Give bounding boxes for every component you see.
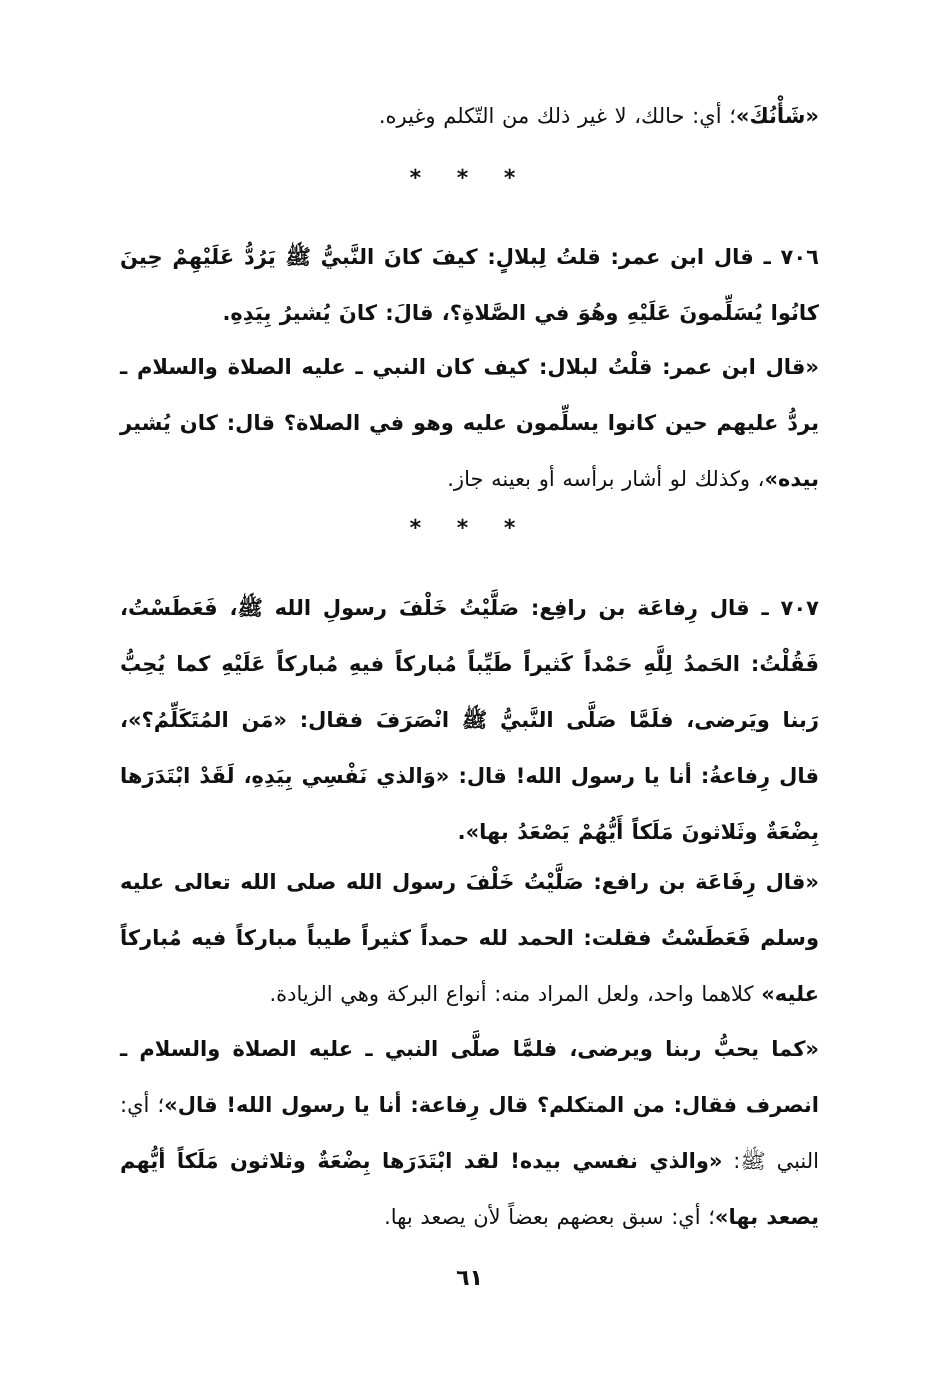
quoted-matn: «كما يحبُّ ربنا ويرضى، فلمَّا صلَّى النبي ـ عليه الصلاة والسلام ـ انصرف فقال: من المتكلم؟ قال رِفاعة: أنا يا رسول الله! قال» bbox=[120, 1037, 819, 1117]
hadith-text: ٧٠٦ ـ قال ابن عمر: قلتُ لِبلالٍ: كيفَ كانَ النَّبيُّ ﷺ يَرُدُّ عَلَيْهِمْ حِينَ كانُوا يُسَلِّمونَ عَلَيْهِ وهُوَ في الصَّلاةِ؟، قالَ: كانَ يُشيرُ بِيَدِهِ. bbox=[120, 245, 819, 325]
commentary-text: ، وكذلك لو أشار برأسه أو بعينه جاز. bbox=[447, 467, 765, 491]
commentary-text: ؛ أي: سبق بعضهم بعضاً لأن يصعد بها. bbox=[384, 1205, 715, 1229]
commentary-text: ؛ أي: حالك، لا غير ذلك من التّكلم وغيره. bbox=[378, 104, 736, 128]
commentary-text: ؛ أي: النبي ﷺ: bbox=[120, 1093, 819, 1173]
page-number: ٦١ bbox=[456, 1266, 483, 1291]
commentary-paragraph-shanuka bbox=[120, 88, 819, 144]
quoted-matn: «والذي نفسي بيده! لقد ابْتَدَرَها بِضْعَةٌ وثلاثون مَلَكاً أيُّهم يصعد بها» bbox=[120, 1149, 819, 1229]
section-separator: * * * bbox=[409, 516, 530, 541]
section-separator: * * * bbox=[409, 166, 530, 191]
quoted-matn: «قال رِفَاعَة بن رافع: صَلَّيْتُ خَلْفَ رسول الله صلى الله تعالى عليه وسلم فَعَطَسْتُ فقلت: الحمد لله حمداً كثيراً طيباً مباركاً فيه مُباركاً عليه» bbox=[120, 870, 819, 1006]
commentary-paragraph-707-b bbox=[120, 1021, 819, 1245]
hadith-text: ٧٠٧ ـ قال رِفاعَة بن رافِع: صَلَّيْتُ خَلْفَ رسولِ الله ﷺ، فَعَطَسْتُ، فَقُلْتُ: الحَمدُ لِلَّهِ حَمْداً كَثيراً طَيِّباً مُباركاً فيهِ مُباركاً عَلَيْهِ كما يُحِبُّ رَبنا ويَرضى، فلَمَّا صَلَّى النَّبيُّ ﷺ انْصَرَفَ فقال: «مَن المُتَكَلِّمُ؟»، قال رِفاعةُ: أنا يا رسول الله! قال: «وَالذي نَفْسِي بِيَدِهِ، لَقَدْ ابْتَدَرَها بِضْعَةٌ وثَلاثونَ مَلَكاً أَيُّهُمْ يَصْعَدُ بها». bbox=[120, 596, 819, 844]
commentary-text: كلاهما واحد، ولعل المراد منه: أنواع البركة وهي الزيادة. bbox=[269, 982, 762, 1006]
quoted-matn: «قال ابن عمر: قلْتُ لبلال: كيف كان النبي ـ عليه الصلاة والسلام ـ يردُّ عليهم حين كانوا يسلِّمون عليه وهو في الصلاة؟ قال: كان يُشير بيده» bbox=[120, 355, 819, 491]
hadith-706-text bbox=[120, 229, 819, 341]
commentary-paragraph-707-a bbox=[120, 854, 819, 1022]
commentary-paragraph-706 bbox=[120, 339, 819, 507]
hadith-707-text bbox=[120, 580, 819, 860]
quoted-term: «شَأْنُكَ» bbox=[735, 104, 819, 128]
